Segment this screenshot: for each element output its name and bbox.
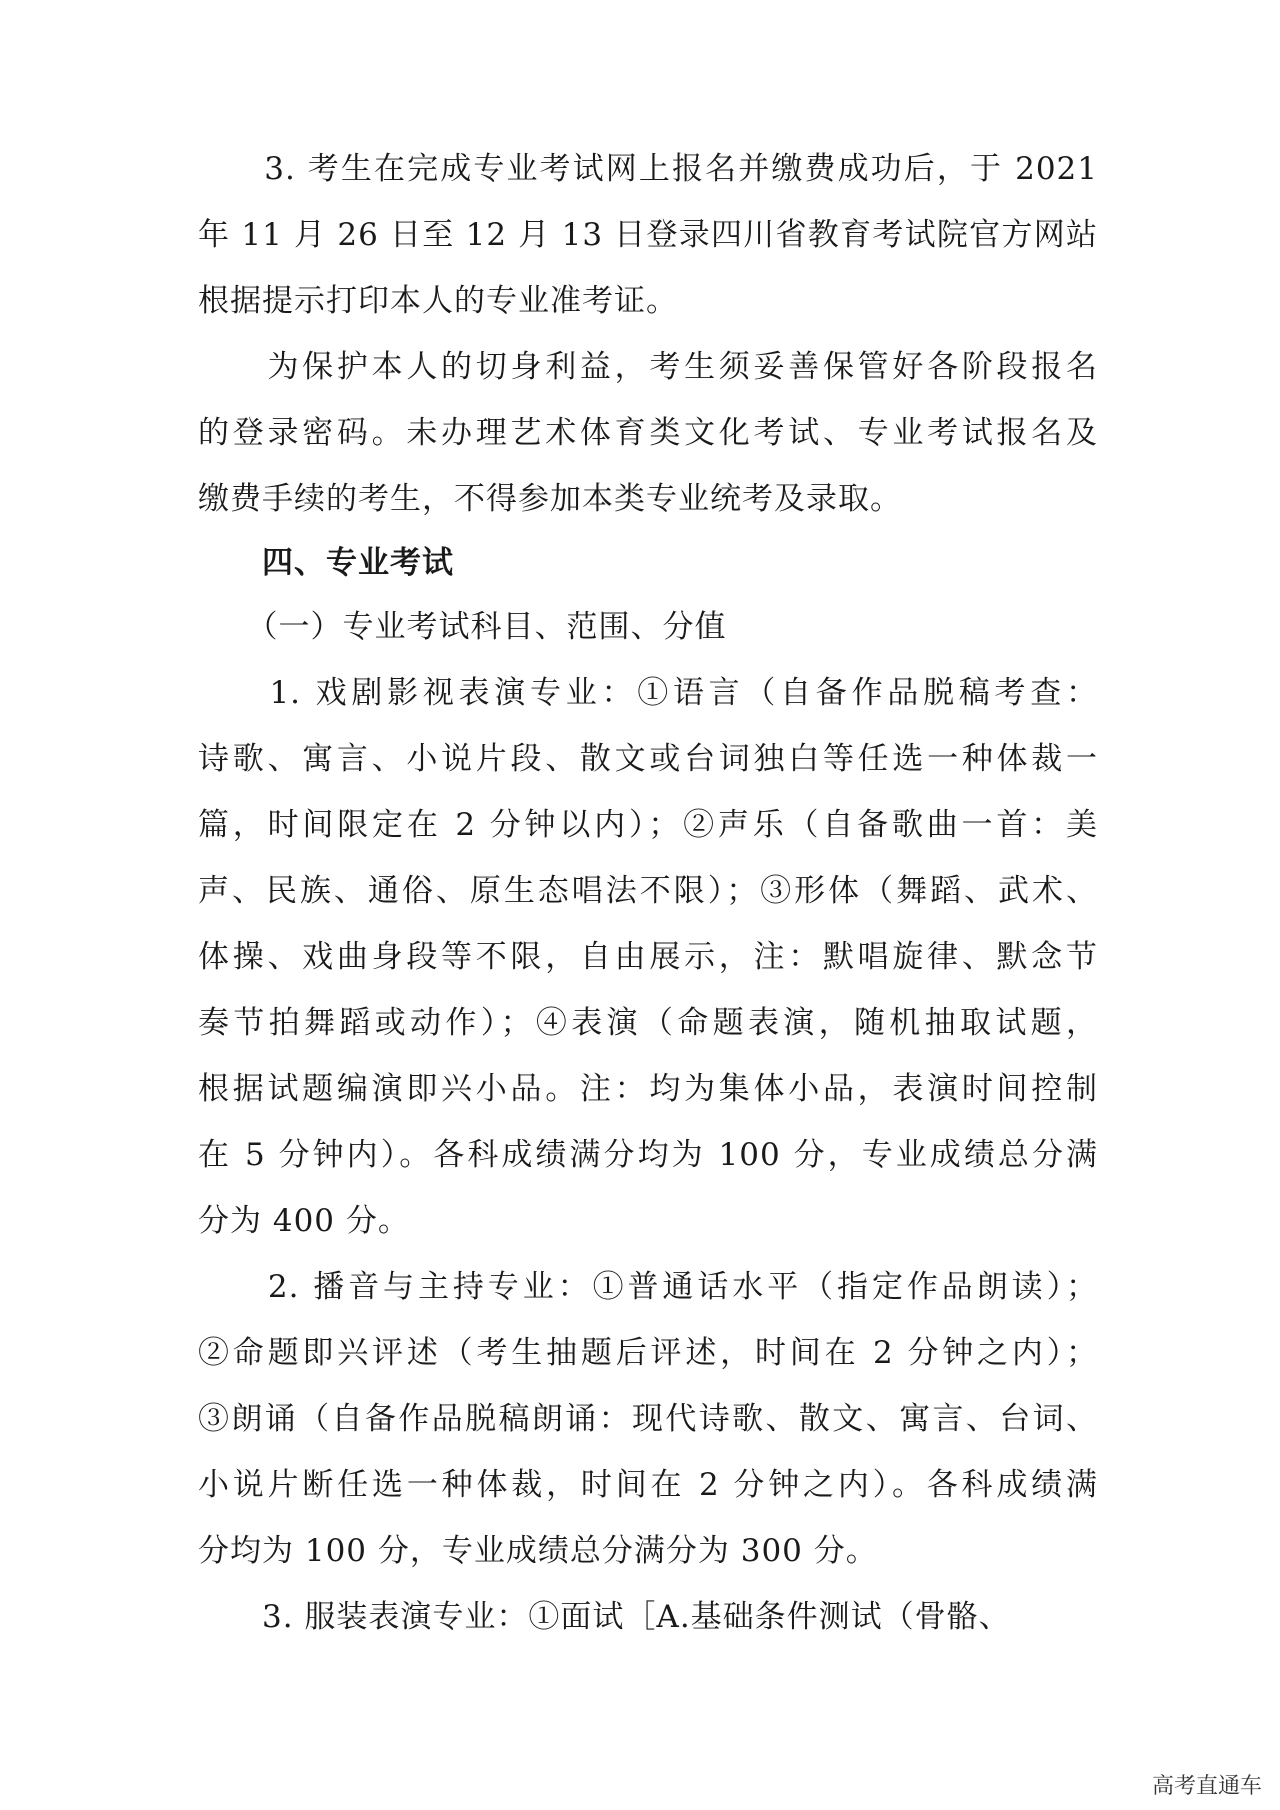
paragraph-line: 体操、戏曲身段等不限，自由展示，注：默唱旋律、默念节 xyxy=(198,939,1098,975)
paragraph-line: ③朗诵（自备作品脱稿朗诵：现代诗歌、散文、寓言、台词、 xyxy=(198,1401,1098,1437)
paragraph-line: 声、民族、通俗、原生态唱法不限）；③形体（舞蹈、武术、 xyxy=(198,873,1098,909)
paragraph-line: 3. 考生在完成专业考试网上报名并缴费成功后，于 2021 xyxy=(198,151,1098,187)
paragraph-line: 诗歌、寓言、小说片段、散文或台词独白等任选一种体裁一 xyxy=(198,741,1098,777)
paragraph-line: 篇，时间限定在 2 分钟以内）；②声乐（自备歌曲一首：美 xyxy=(198,807,1098,843)
paragraph-line: 根据试题编演即兴小品。注：均为集体小品，表演时间控制 xyxy=(198,1071,1098,1107)
paragraph-line: 在 5 分钟内）。各科成绩满分均为 100 分，专业成绩总分满 xyxy=(198,1137,1098,1173)
paragraph-line: 3. 服装表演专业：①面试［A.基础条件测试（骨骼、 xyxy=(198,1599,1011,1635)
paragraph-line: 为保护本人的切身利益，考生须妥善保管好各阶段报名 xyxy=(198,349,1098,385)
paragraph-line: 小说片断任选一种体裁，时间在 2 分钟之内）。各科成绩满 xyxy=(198,1467,1098,1503)
paragraph-line: 2. 播音与主持专业：①普通话水平（指定作品朗读）； xyxy=(198,1269,1098,1305)
subsection-heading: （一）专业考试科目、范围、分值 xyxy=(198,609,727,645)
paragraph-line: 的登录密码。未办理艺术体育类文化考试、专业考试报名及 xyxy=(198,415,1098,451)
paragraph-line: ②命题即兴评述（考生抽题后评述，时间在 2 分钟之内）； xyxy=(198,1335,1098,1371)
paragraph-line: 年 11 月 26 日至 12 月 13 日登录四川省教育考试院官方网站 xyxy=(198,217,1098,253)
paragraph-line: 奏节拍舞蹈或动作）；④表演（命题表演，随机抽取试题， xyxy=(198,1005,1098,1041)
section-heading: 四、专业考试 xyxy=(198,545,454,581)
paragraph-line: 根据提示打印本人的专业准考证。 xyxy=(198,283,678,319)
paragraph-line: 分为 400 分。 xyxy=(198,1203,410,1239)
watermark-label: 高考直通车 xyxy=(1148,1767,1266,1802)
paragraph-line: 缴费手续的考生，不得参加本类专业统考及录取。 xyxy=(198,481,902,517)
paragraph-line: 分均为 100 分，专业成绩总分满分为 300 分。 xyxy=(198,1533,878,1569)
paragraph-line: 1. 戏剧影视表演专业：①语言（自备作品脱稿考查： xyxy=(198,675,1098,711)
